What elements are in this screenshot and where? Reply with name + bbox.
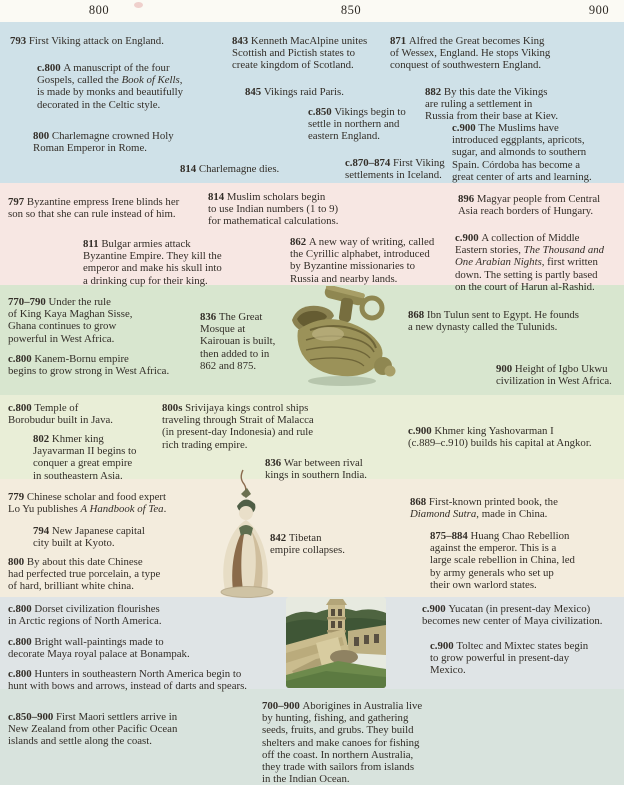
entry-line: Scottish and Pictish states to bbox=[232, 47, 355, 60]
entry-line: Russia from their base at Kiev. bbox=[425, 110, 559, 123]
entry-line: on the court of Harun al-Rashid. bbox=[455, 280, 595, 293]
entry-line: against the emperor. This is a bbox=[430, 542, 557, 555]
timeline-entry bbox=[232, 35, 367, 72]
timeline-entry bbox=[33, 130, 174, 154]
entry-line: is made by monks and beautifully bbox=[37, 86, 184, 99]
entry-line: 700–900 Aborigines in Australia live bbox=[262, 700, 423, 712]
timeline-entry bbox=[200, 311, 275, 372]
entry-line: son so that she can rule instead of him. bbox=[8, 208, 176, 221]
timeline-tick-800: 800 bbox=[88, 3, 110, 17]
entry-line: large scale rebellion in China, led bbox=[430, 554, 575, 567]
entry-line: settlements in Iceland. bbox=[345, 169, 442, 182]
entry-line: eastern England. bbox=[308, 130, 380, 143]
timeline-entry bbox=[8, 296, 132, 345]
entry-line: 868 Ibn Tulun sent to Egypt. He founds bbox=[408, 309, 579, 321]
entry-line: c.800 A manuscript of the four bbox=[37, 62, 170, 74]
entry-line: c.800 Bright wall-paintings made to bbox=[8, 636, 164, 648]
timeline-entry bbox=[410, 496, 558, 520]
entry-line: by army generals who set up bbox=[430, 566, 554, 579]
timeline-entry bbox=[430, 530, 575, 591]
entry-line: conquer a great empire bbox=[33, 457, 133, 470]
timeline-entry bbox=[262, 700, 422, 785]
entry-line: they trade with sailors from islands bbox=[262, 761, 415, 774]
timeline-entry bbox=[8, 196, 179, 220]
timeline-entry bbox=[422, 603, 602, 627]
entry-line: c.800 Temple of bbox=[8, 402, 79, 414]
maya-ruins-photo bbox=[286, 597, 386, 693]
entry-line: Jayavarman II begins to bbox=[33, 445, 137, 458]
scan-artifact-dot bbox=[134, 2, 143, 8]
entry-line: Asia reach borders of Hungary. bbox=[458, 205, 594, 218]
entry-line: traveling through Strait of Malacca bbox=[162, 414, 314, 427]
entry-line: 814 Charlemagne dies. bbox=[180, 163, 280, 175]
entry-line: Roman Emperor in Rome. bbox=[33, 142, 147, 155]
entry-line: for mathematical calculations. bbox=[208, 215, 339, 228]
entry-line: of hard, brilliant white china. bbox=[8, 580, 134, 593]
entry-line: 836 War between rival bbox=[265, 457, 363, 469]
entry-line: c.900 The Muslims have bbox=[452, 122, 559, 134]
timeline-entry bbox=[83, 238, 222, 287]
entry-line: Diamond Sutra, made in China. bbox=[410, 508, 548, 521]
entry-line: 794 New Japanese capital bbox=[33, 525, 145, 537]
entry-line: c.850 Vikings begin to bbox=[308, 106, 406, 118]
entry-line: hunt with bows and arrows, instead of darts and spears. bbox=[8, 680, 247, 693]
entry-line: 862 and 875. bbox=[200, 359, 257, 372]
timeline-entry bbox=[452, 122, 592, 183]
timeline-entry bbox=[8, 402, 113, 426]
entry-line: their own warlord states. bbox=[430, 578, 537, 591]
entry-line: of King Kaya Maghan Sisse, bbox=[8, 308, 133, 321]
entry-line: Gospels, called the Book of Kells, bbox=[37, 74, 183, 87]
entry-line: begins to grow strong in West Africa. bbox=[8, 365, 170, 378]
entry-line: c.900 Khmer king Yashovarman I bbox=[408, 425, 554, 437]
timeline-entry bbox=[290, 236, 434, 285]
entry-line: in Arctic regions of North America. bbox=[8, 615, 162, 628]
entry-line: decorated in the Celtic style. bbox=[37, 98, 161, 111]
timeline-entry bbox=[458, 193, 600, 217]
entry-line: 900 Height of Igbo Ukwu bbox=[496, 363, 608, 375]
timeline-entry bbox=[180, 163, 279, 175]
entry-line: 882 By this date the Vikings bbox=[425, 86, 548, 98]
entry-line: emperor and make his skull into bbox=[83, 262, 222, 275]
entry-line: 836 The Great bbox=[200, 311, 263, 323]
entry-line: c.800 Hunters in southeastern North America begin to bbox=[8, 668, 242, 680]
entry-line: 845 Vikings raid Paris. bbox=[245, 86, 344, 98]
entry-line: Borobudur built in Java. bbox=[8, 414, 113, 427]
entry-line: Ghana continues to grow bbox=[8, 320, 117, 333]
timeline-entry bbox=[10, 35, 164, 47]
entry-line: (in present-day Indonesia) and rule bbox=[162, 426, 314, 439]
entry-line: 793 First Viking attack on England. bbox=[10, 35, 164, 47]
entry-line: c.800 Dorset civilization flourishes bbox=[8, 603, 160, 615]
timeline-entry bbox=[408, 425, 592, 449]
entry-line: c.900 A collection of Middle bbox=[455, 232, 580, 244]
entry-line: create kingdom of Scotland. bbox=[232, 59, 354, 72]
entry-line: empire collapses. bbox=[270, 544, 345, 557]
entry-line: islands and settle along the coast. bbox=[8, 735, 152, 748]
entry-line: kings in southern India. bbox=[265, 469, 367, 482]
entry-line: Kairouan is built, bbox=[200, 335, 276, 348]
timeline-entry bbox=[208, 191, 338, 228]
entry-line: are ruling a settlement in bbox=[425, 98, 533, 111]
timeline-entry bbox=[8, 636, 190, 660]
entry-line: sugar, and almonds to southern bbox=[452, 146, 587, 159]
entry-line: civilization in West Africa. bbox=[496, 375, 612, 388]
timeline-entry bbox=[8, 668, 247, 692]
entry-line: becomes new center of Maya civilization. bbox=[422, 615, 603, 628]
entry-line: of Wessex, England. He stops Viking bbox=[390, 47, 551, 60]
entry-line: 814 Muslim scholars begin bbox=[208, 191, 326, 203]
entry-line: to grow powerful in present-day bbox=[430, 652, 570, 665]
entry-line: great center of arts and learning. bbox=[452, 170, 592, 183]
entry-line: Mexico. bbox=[430, 664, 466, 677]
entry-line: 875–884 Huang Chao Rebellion bbox=[430, 530, 570, 542]
entry-line: seeds, fruits, and grubs. They build bbox=[262, 724, 414, 737]
entry-line: powerful in West Africa. bbox=[8, 332, 115, 345]
entry-line: Lo Yu publishes A Handbook of Tea. bbox=[8, 503, 167, 516]
entry-line: conquest of southwestern England. bbox=[390, 59, 542, 72]
entry-line: decorate Maya royal palace at Bonampak. bbox=[8, 648, 190, 661]
entry-line: to use Indian numbers (1 to 9) bbox=[208, 203, 339, 216]
entry-line: the Cyrillic alphabet, introduced bbox=[290, 248, 430, 261]
entry-line: Russia and nearby lands. bbox=[290, 272, 398, 285]
timeline-entry bbox=[33, 525, 145, 549]
entry-line: in the Indian Ocean. bbox=[262, 773, 350, 785]
timeline-entry bbox=[308, 106, 406, 143]
entry-line: New Zealand from other Pacific Ocean bbox=[8, 723, 178, 736]
entry-line: 811 Bulgar armies attack bbox=[83, 238, 191, 250]
entry-line: 802 Khmer king bbox=[33, 433, 104, 445]
entry-line: One Arabian Nights, first written bbox=[455, 256, 598, 269]
entry-line: a drinking cup for their king. bbox=[83, 274, 208, 287]
entry-line: 770–790 Under the rule bbox=[8, 296, 111, 308]
entry-line: a new dynasty called the Tulunids. bbox=[408, 321, 558, 334]
timeline-entry bbox=[8, 491, 166, 515]
entry-line: Eastern stories, The Thousand and bbox=[455, 244, 605, 257]
timeline-entry bbox=[8, 711, 177, 748]
entry-line: 871 Alfred the Great becomes King bbox=[390, 35, 545, 47]
timeline-entry bbox=[455, 232, 604, 293]
timeline-entry bbox=[408, 309, 579, 333]
entry-line: off the coast. In northern Australia, bbox=[262, 748, 414, 761]
entry-line: rich trading empire. bbox=[162, 438, 248, 451]
entry-line: c.900 Yucatan (in present-day Mexico) bbox=[422, 603, 591, 615]
entry-line: c.850–900 First Maori settlers arrive in bbox=[8, 711, 178, 723]
entry-line: city built at Kyoto. bbox=[33, 537, 115, 550]
entry-line: 800 Charlemagne crowned Holy bbox=[33, 130, 174, 142]
entry-line: 862 A new way of writing, called bbox=[290, 236, 435, 248]
timeline-entry bbox=[245, 86, 344, 98]
timeline-entry bbox=[270, 532, 345, 556]
timeline-entry bbox=[430, 640, 588, 677]
timeline-tick-900: 900 bbox=[588, 3, 610, 17]
timeline-entry bbox=[162, 402, 314, 451]
entry-line: shelters and make canoes for fishing bbox=[262, 736, 420, 749]
timeline-entry bbox=[265, 457, 367, 481]
entry-line: Byzantine Empire. They kill the bbox=[83, 250, 222, 263]
entry-line: Mosque at bbox=[200, 323, 246, 336]
entry-line: c.870–874 First Viking bbox=[345, 157, 445, 169]
timeline-entry bbox=[345, 157, 445, 181]
timeline-entry bbox=[37, 62, 183, 111]
entry-line: c.900 Toltec and Mixtec states begin bbox=[430, 640, 589, 652]
entry-line: 779 Chinese scholar and food expert bbox=[8, 491, 167, 503]
entry-line: by Byzantine missionaries to bbox=[290, 260, 416, 273]
entry-line: then added to in bbox=[200, 347, 270, 360]
timeline-entry bbox=[33, 433, 136, 482]
entry-line: by hunting, fishing, and gathering bbox=[262, 712, 409, 725]
entry-line: introduced eggplants, apricots, bbox=[452, 134, 585, 147]
entry-line: had perfected true porcelain, a type bbox=[8, 568, 161, 581]
timeline-entry bbox=[496, 363, 612, 387]
bronze-shell-vessel-artifact-image bbox=[288, 286, 400, 401]
entry-line: 868 First-known printed book, the bbox=[410, 496, 558, 508]
entry-line: down. The setting is partly based bbox=[455, 268, 598, 281]
entry-line: 800 By about this date Chinese bbox=[8, 556, 143, 568]
entry-line: 896 Magyar people from Central bbox=[458, 193, 601, 205]
entry-line: 843 Kenneth MacAlpine unites bbox=[232, 35, 368, 47]
entry-line: in southeastern Asia. bbox=[33, 469, 123, 482]
timeline-entry bbox=[8, 353, 169, 377]
timeline-entry bbox=[8, 603, 162, 627]
entry-line: 797 Byzantine empress Irene blinds her bbox=[8, 196, 180, 208]
entry-line: Spain. Córdoba has become a bbox=[452, 158, 581, 171]
timeline-tick-850: 850 bbox=[340, 3, 362, 17]
timeline-entry bbox=[390, 35, 550, 72]
entry-line: (c.889–c.910) builds his capital at Angkor. bbox=[408, 437, 592, 450]
entry-line: 842 Tibetan bbox=[270, 532, 322, 544]
entry-line: c.800 Kanem-Bornu empire bbox=[8, 353, 129, 365]
timeline-entry bbox=[8, 556, 160, 593]
entry-line: 800s Srivijaya kings control ships bbox=[162, 402, 309, 414]
entry-line: settle in northern and bbox=[308, 118, 400, 131]
timeline-entry bbox=[425, 86, 558, 123]
